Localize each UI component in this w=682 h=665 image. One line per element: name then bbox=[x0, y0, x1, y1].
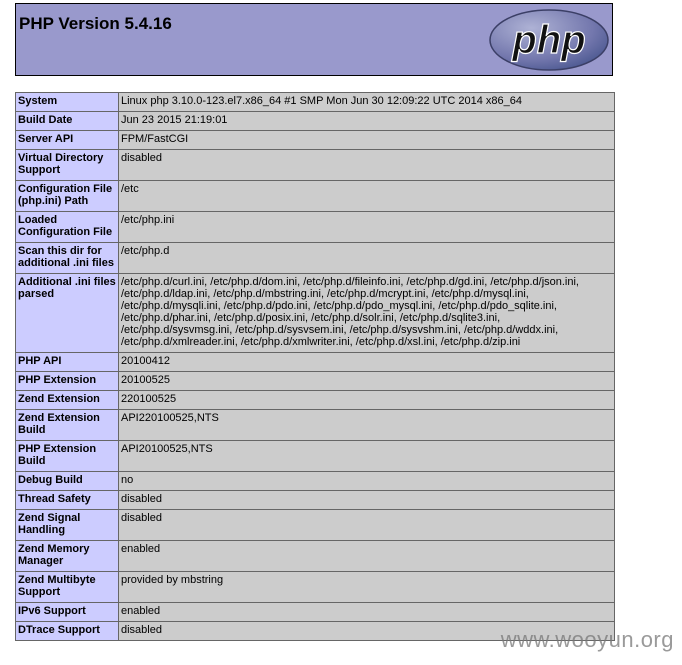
row-value: no bbox=[119, 472, 615, 491]
row-key: Scan this dir for additional .ini files bbox=[16, 243, 119, 274]
table-row bbox=[16, 391, 615, 410]
table-row bbox=[16, 274, 615, 353]
table-row bbox=[16, 181, 615, 212]
row-key: IPv6 Support bbox=[16, 603, 119, 622]
table-row bbox=[16, 472, 615, 491]
table-row bbox=[16, 572, 615, 603]
row-value: disabled bbox=[119, 491, 615, 510]
row-key: Zend Signal Handling bbox=[16, 510, 119, 541]
row-value: Jun 23 2015 21:19:01 bbox=[119, 112, 615, 131]
table-row bbox=[16, 353, 615, 372]
table-row bbox=[16, 150, 615, 181]
table-row bbox=[16, 541, 615, 572]
row-value: disabled bbox=[119, 622, 615, 641]
row-key: Zend Extension bbox=[16, 391, 119, 410]
row-value: FPM/FastCGI bbox=[119, 131, 615, 150]
table-row bbox=[16, 441, 615, 472]
row-key: PHP Extension Build bbox=[16, 441, 119, 472]
watermark: www.wooyun.org bbox=[500, 627, 674, 652]
row-value: disabled bbox=[119, 150, 615, 181]
row-value: 20100412 bbox=[119, 353, 615, 372]
row-key: Thread Safety bbox=[16, 491, 119, 510]
row-key: Build Date bbox=[16, 112, 119, 131]
row-key: System bbox=[16, 93, 119, 112]
row-key: Additional .ini files parsed bbox=[16, 274, 119, 353]
table-row bbox=[16, 243, 615, 274]
table-row bbox=[16, 603, 615, 622]
row-key: Debug Build bbox=[16, 472, 119, 491]
table-row bbox=[16, 410, 615, 441]
table-row bbox=[16, 131, 615, 150]
row-key: Virtual Directory Support bbox=[16, 150, 119, 181]
row-key: Zend Multibyte Support bbox=[16, 572, 119, 603]
row-key: Server API bbox=[16, 131, 119, 150]
table-row bbox=[16, 112, 615, 131]
row-value: enabled bbox=[119, 541, 615, 572]
row-value: /etc/php.d/curl.ini, /etc/php.d/dom.ini, /etc/php.d/fileinfo.ini, /etc/php.d/gd.ini, /etc/php.d/json.ini, /etc/php.d/ldap.ini, /etc/php.d/mbstring.ini, /etc/php.d/mcrypt.ini, /etc/php.d/mysql.ini, /etc/php.d/mysqli.ini, /etc/php.d/pdo.ini, /etc/php.d/pdo_mysql.ini, /etc/php.d/pdo_sqlite.ini, /etc/php.d/phar.ini, /etc/php.d/posix.ini, /etc/php.d/solr.ini, /etc/php.d/sqlite3.ini, /etc/php.d/sysvmsg.ini, /etc/php.d/sysvsem.ini, /etc/php.d/sysvshm.ini, /etc/php.d/wddx.ini, /etc/php.d/xmlreader.ini, /etc/php.d/xmlwriter.ini, /etc/php.d/xsl.ini, /etc/php.d/zip.ini bbox=[119, 274, 615, 353]
row-key: Loaded Configuration File bbox=[16, 212, 119, 243]
row-value: API220100525,NTS bbox=[119, 410, 615, 441]
row-key: Zend Memory Manager bbox=[16, 541, 119, 572]
row-value: enabled bbox=[119, 603, 615, 622]
table-row bbox=[16, 510, 615, 541]
row-value: /etc bbox=[119, 181, 615, 212]
row-value: Linux php 3.10.0-123.el7.x86_64 #1 SMP Mon Jun 30 12:09:22 UTC 2014 x86_64 bbox=[119, 93, 615, 112]
row-key: DTrace Support bbox=[16, 622, 119, 641]
row-key: Zend Extension Build bbox=[16, 410, 119, 441]
table-row bbox=[16, 372, 615, 391]
table-row bbox=[16, 212, 615, 243]
php-info-table bbox=[15, 92, 615, 641]
php-logo-text: php bbox=[512, 18, 586, 62]
row-value: disabled bbox=[119, 510, 615, 541]
row-value: 220100525 bbox=[119, 391, 615, 410]
page-title: PHP Version 5.4.16 bbox=[19, 14, 172, 33]
row-key: PHP Extension bbox=[16, 372, 119, 391]
table-row bbox=[16, 93, 615, 112]
row-value: /etc/php.ini bbox=[119, 212, 615, 243]
row-value: /etc/php.d bbox=[119, 243, 615, 274]
row-value: API20100525,NTS bbox=[119, 441, 615, 472]
row-key: PHP API bbox=[16, 353, 119, 372]
php-logo-icon[interactable] bbox=[488, 8, 610, 72]
row-key: Configuration File (php.ini) Path bbox=[16, 181, 119, 212]
php-info-header bbox=[15, 3, 613, 76]
row-value: provided by mbstring bbox=[119, 572, 615, 603]
table-row bbox=[16, 491, 615, 510]
row-value: 20100525 bbox=[119, 372, 615, 391]
